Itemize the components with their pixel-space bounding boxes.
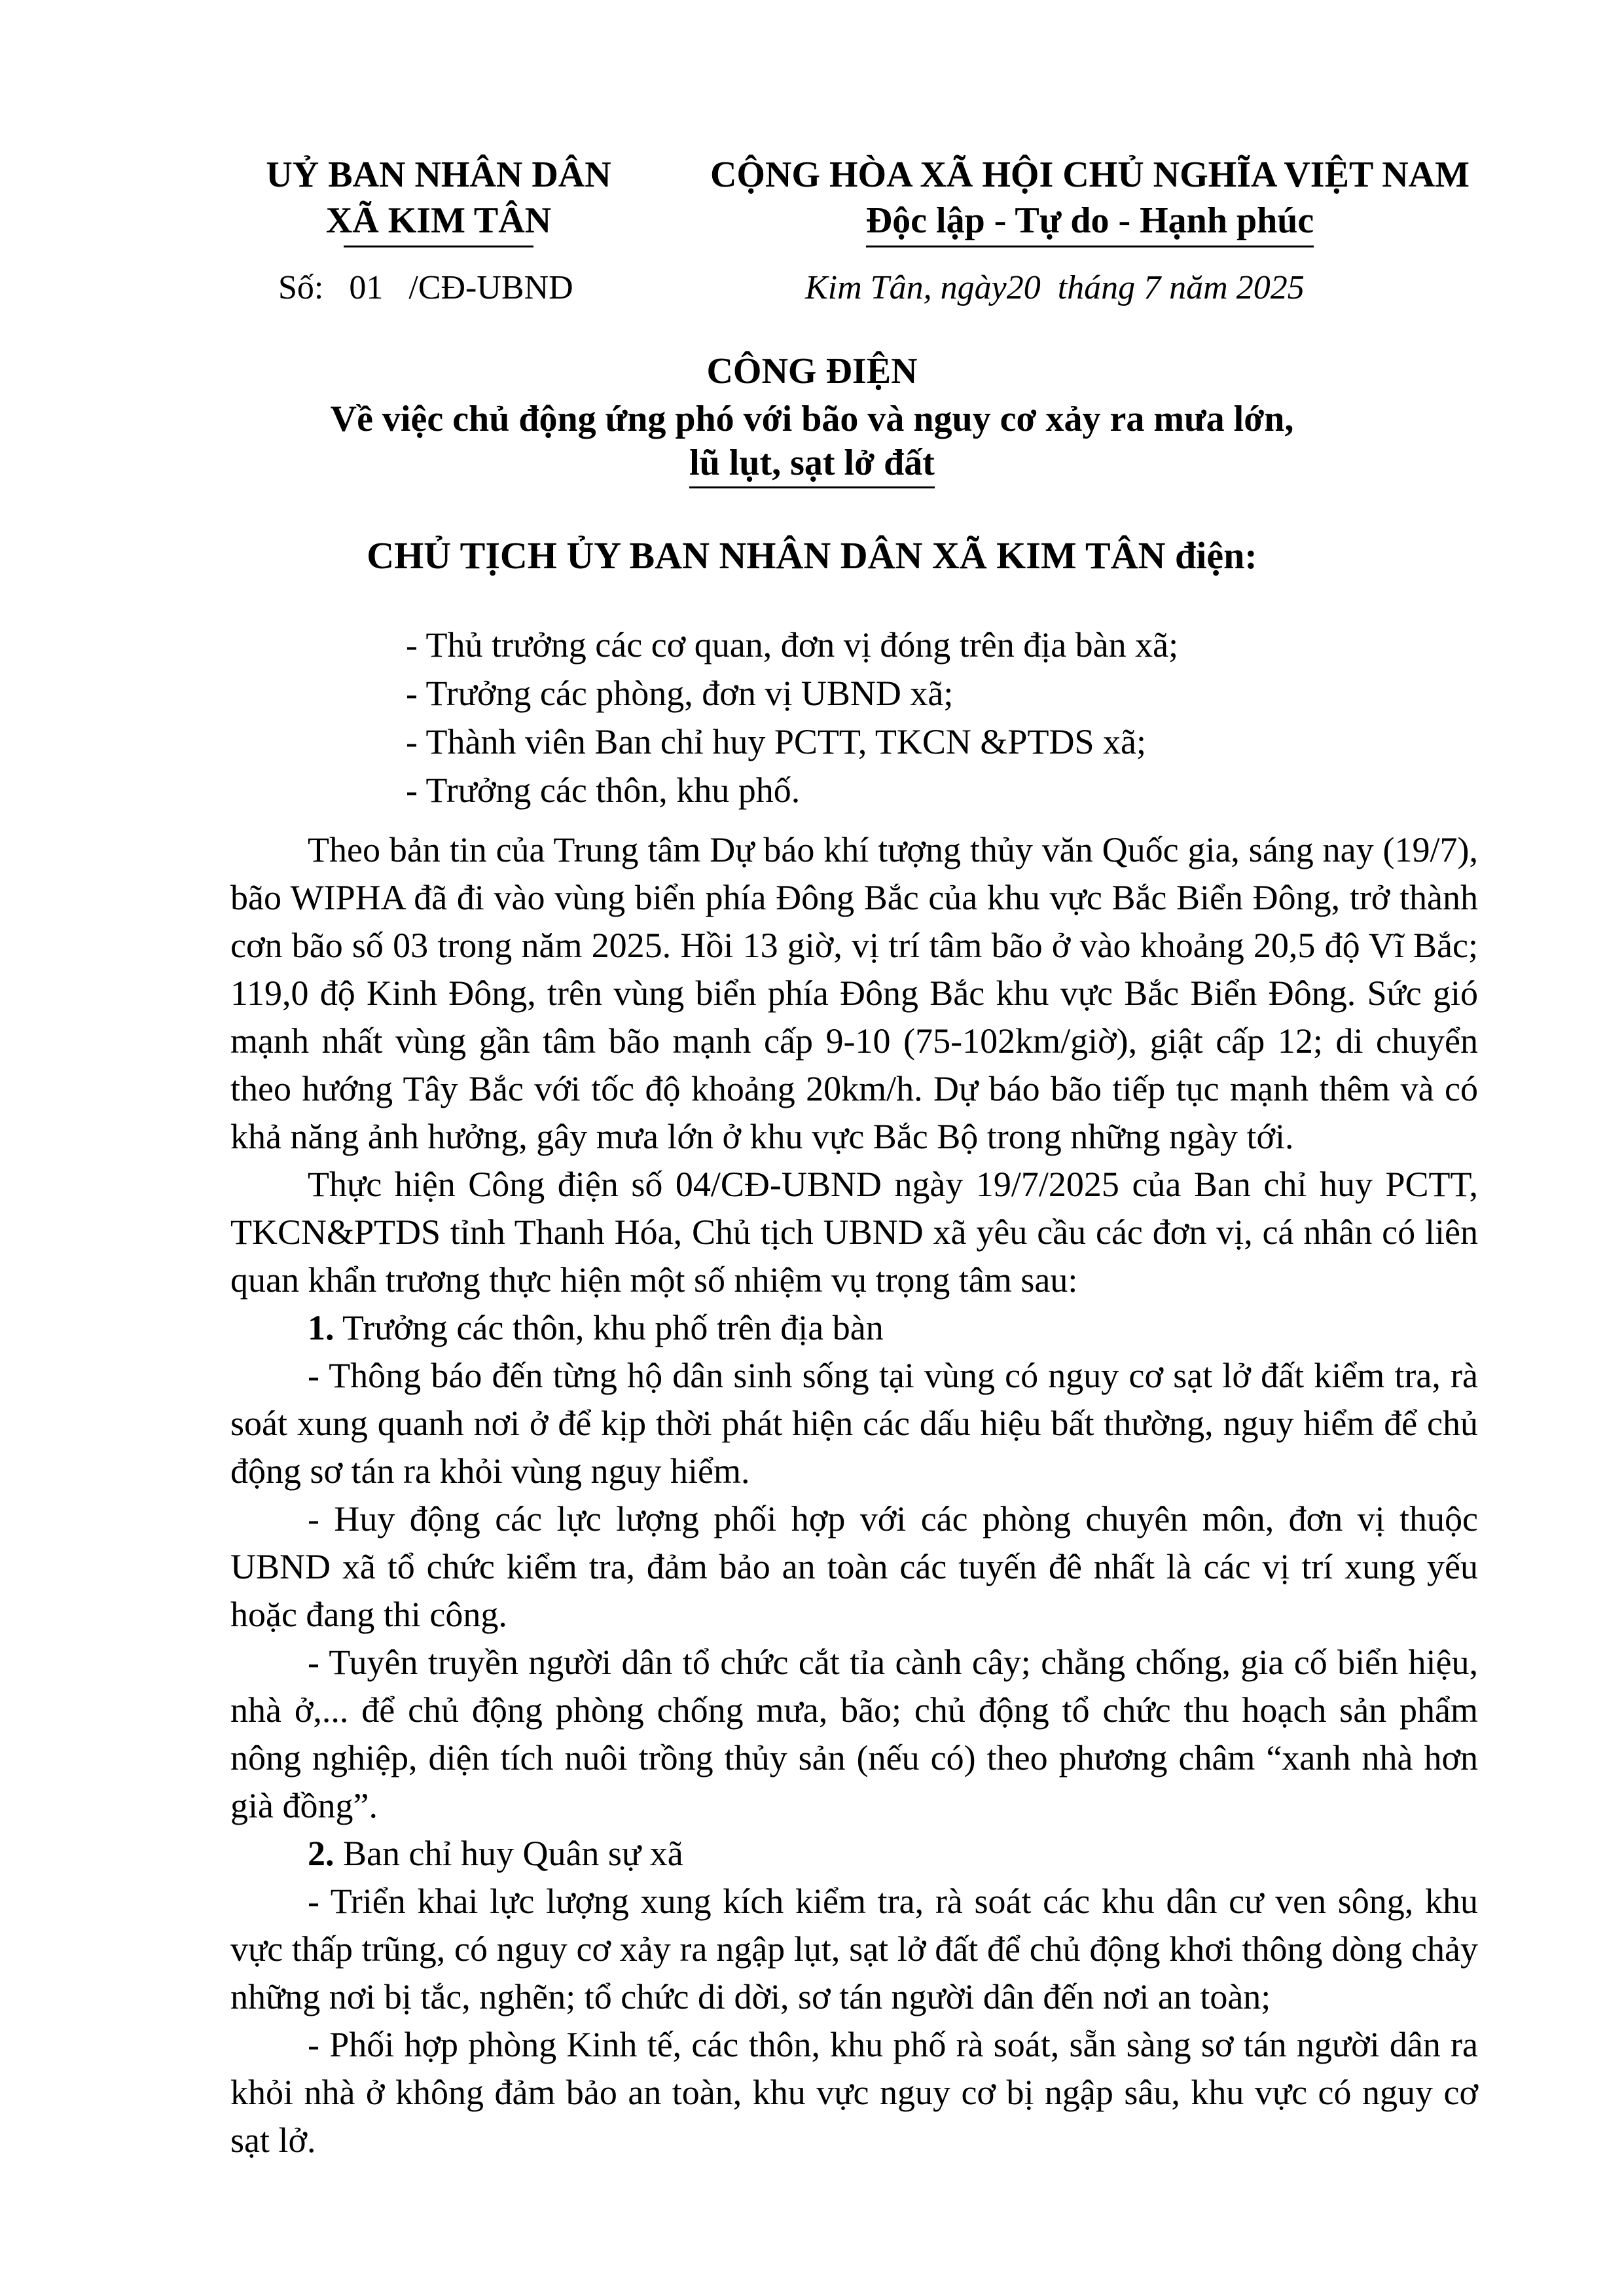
sender-heading: CHỦ TỊCH ỦY BAN NHÂN DÂN XÃ KIM TÂN điện:	[367, 534, 1257, 577]
recipient-item: - Trưởng các phòng, đơn vị UBND xã;	[406, 674, 954, 713]
section-number: 2.	[308, 1834, 334, 1873]
body-bullet: - Tuyên truyền người dân tổ chức cắt tỉa cành cây; chằng chống, gia cố biển hiệu, nhà ở,... để chủ động phòng chống mưa, bão; chủ động tổ chức thu hoạch sản phẩm nông nghiệp, diện tích nuôi trồng thủy sản (nếu có) theo phương châm “xanh nhà hơn già đồng”.	[230, 1643, 1478, 1825]
doc-number-label: Số:	[278, 269, 324, 306]
national-title: CỘNG HÒA XÃ HỘI CHỦ NGHĨA VIỆT NAM	[710, 155, 1470, 195]
section-title: Ban chỉ huy Quân sự xã	[334, 1834, 683, 1873]
section-title: Trưởng các thôn, khu phố trên địa bàn	[334, 1308, 884, 1347]
issuer-line1: UỶ BAN NHÂN DÂN	[266, 155, 611, 195]
document-type: CÔNG ĐIỆN	[706, 351, 918, 392]
document-number	[278, 268, 573, 307]
document-date	[805, 268, 1305, 307]
body-bullet: - Huy động các lực lượng phối hợp với các phòng chuyên môn, đơn vị thuộc UBND xã tổ chức kiểm tra, đảm bảo an toàn các tuyến đê nhất là các vị trí xung yếu hoặc đang thi công.	[230, 1499, 1478, 1634]
national-motto: Độc lập - Tự do - Hạnh phúc	[866, 198, 1314, 247]
section-number: 1.	[308, 1308, 334, 1347]
body-paragraph: Thực hiện Công điện số 04/CĐ-UBND ngày 19/7/2025 của Ban chỉ huy PCTT, TKCN&PTDS tỉnh Thanh Hóa, Chủ tịch UBND xã yêu cầu các đơn vị, cá nhân có liên quan khẩn trương thực hiện một số nhiệm vụ trọng tâm sau:	[230, 1165, 1478, 1300]
section-heading	[230, 1830, 1478, 1878]
section-heading	[230, 1304, 1478, 1352]
recipient-item: - Thành viên Ban chỉ huy PCTT, TKCN &PTDS xã;	[406, 722, 1146, 761]
date-day: 20	[1006, 269, 1041, 306]
document-subject-line1: Về việc chủ động ứng phó với bão và nguy cơ xảy ra mưa lớn,	[330, 399, 1294, 439]
body-paragraph: Theo bản tin của Trung tâm Dự báo khí tượng thủy văn Quốc gia, sáng nay (19/7), bão WIPHA đã đi vào vùng biển phía Đông Bắc của khu vực Bắc Biển Đông, trở thành cơn bão số 03 trong năm 2025. Hồi 13 giờ, vị trí tâm bão ở vào khoảng 20,5 độ Vĩ Bắc; 119,0 độ Kinh Đông, trên vùng biển phía Đông Bắc khu vực Bắc Biển Đông. Sức gió mạnh nhất vùng gần tâm bão mạnh cấp 9-10 (75-102km/giờ), giật cấp 12; di chuyển theo hướng Tây Bắc với tốc độ khoảng 20km/h. Dự báo bão tiếp tục mạnh thêm và có khả năng ảnh hưởng, gây mưa lớn ở khu vực Bắc Bộ trong những ngày tới.	[230, 830, 1478, 1156]
document-subject-line2: lũ lụt, sạt lở đất	[689, 442, 935, 488]
doc-number-value: 01	[349, 269, 384, 306]
document-body	[230, 826, 1478, 2164]
recipient-item: - Thủ trưởng các cơ quan, đơn vị đóng trên địa bàn xã;	[406, 625, 1179, 665]
national-header	[668, 152, 1512, 247]
recipient-item: - Trưởng các thôn, khu phố.	[406, 771, 801, 810]
body-bullet: - Triển khai lực lượng xung kích kiểm tra, rà soát các khu dân cư ven sông, khu vực thấp trũng, có nguy cơ xảy ra ngập lụt, sạt lở đất để chủ động khơi thông dòng chảy những nơi bị tắc, nghẽn; tổ chức di dời, sơ tán người dân đến nơi an toàn;	[230, 1882, 1478, 2016]
issuer-line2: XÃ KIM TÂN	[326, 198, 551, 247]
body-bullet: - Phối hợp phòng Kinh tế, các thôn, khu phố rà soát, sẵn sàng sơ tán người dân ra khỏi nhà ở không đảm bảo an toàn, khu vực nguy cơ bị ngập sâu, khu vực có nguy cơ sạt lở.	[230, 2025, 1478, 2160]
recipient-list	[406, 621, 1178, 814]
date-rest: tháng 7 năm 2025	[1057, 269, 1305, 306]
doc-number-suffix: /CĐ-UBND	[408, 269, 573, 306]
date-prefix: Kim Tân, ngày	[805, 269, 1007, 306]
issuer-header	[223, 152, 655, 247]
body-bullet: - Thông báo đến từng hộ dân sinh sống tại vùng có nguy cơ sạt lở đất kiểm tra, rà soát xung quanh nơi ở để kịp thời phát hiện các dấu hiệu bất thường, nguy hiểm để chủ động sơ tán ra khỏi vùng nguy hiểm.	[230, 1356, 1478, 1491]
document-subject-line2-wrap	[131, 442, 1493, 488]
